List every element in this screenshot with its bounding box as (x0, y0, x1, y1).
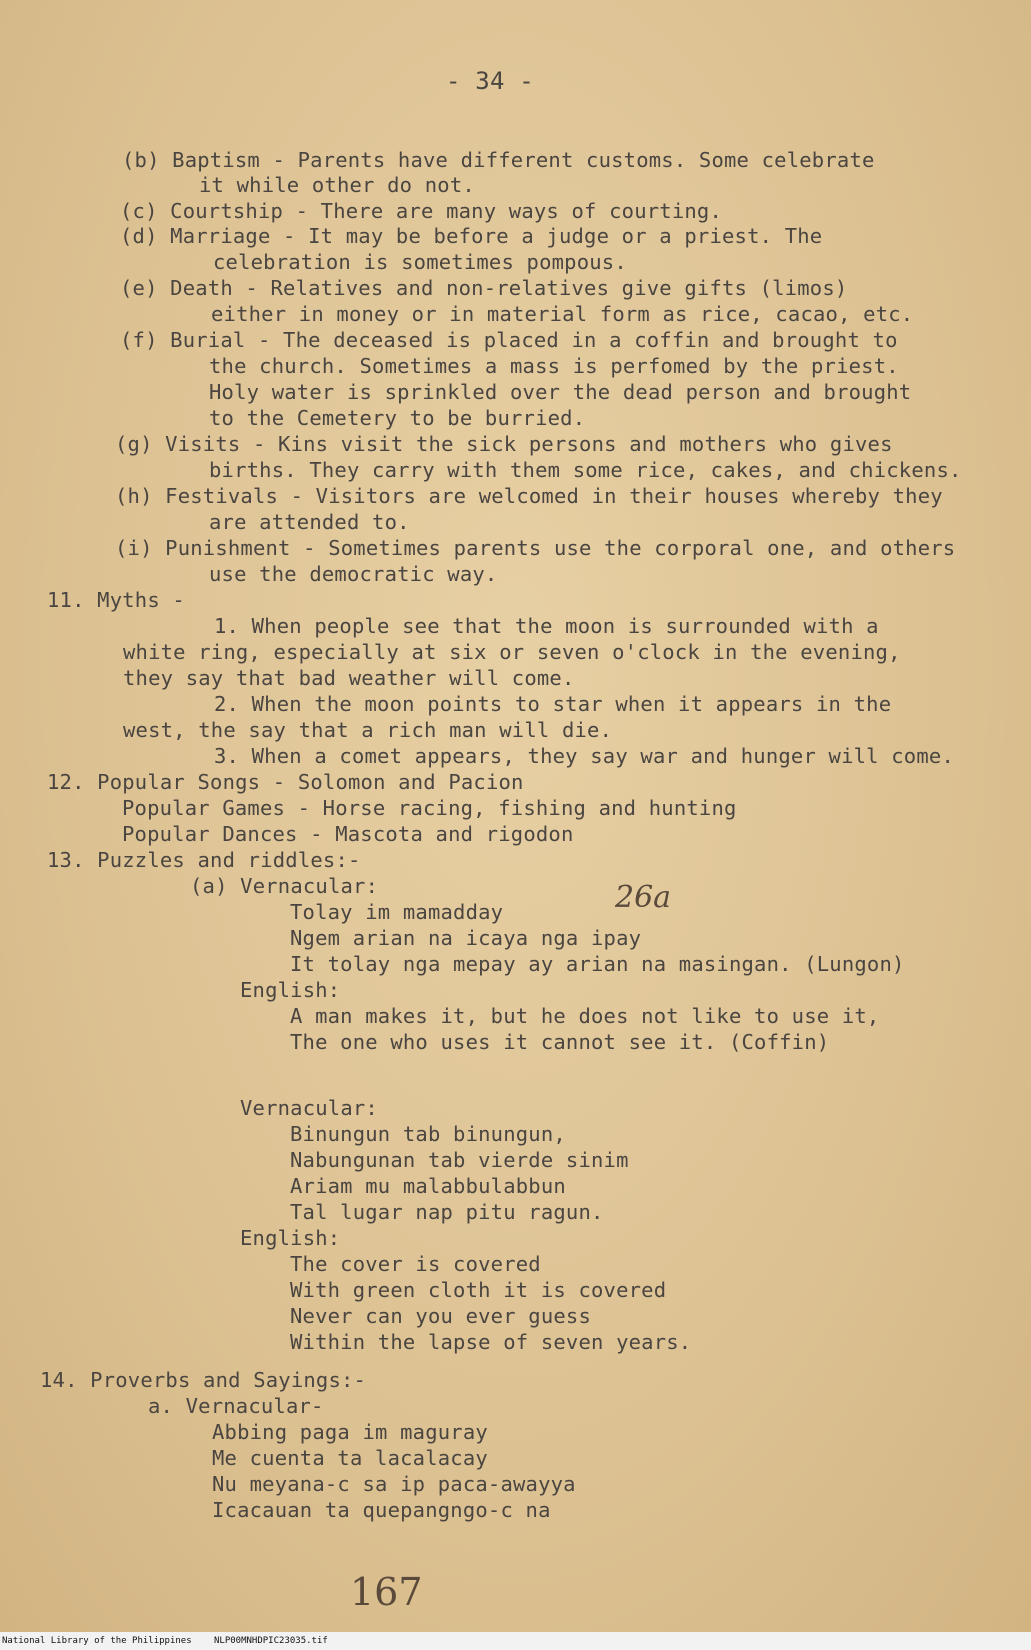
text-line: The cover is covered (290, 1252, 541, 1276)
text-line: are attended to. (209, 510, 410, 534)
text-line: it while other do not. (199, 173, 475, 197)
section-heading: 14. Proverbs and Sayings:- (40, 1368, 367, 1392)
footer-filename: NLP00MNHDPIC23035.tif (214, 1636, 328, 1646)
text-line: Abbing paga im maguray (212, 1420, 488, 1444)
handwritten-page-number: 167 (350, 1570, 423, 1614)
section-heading: 11. Myths - (47, 588, 185, 612)
text-line: Ngem arian na icaya nga ipay (290, 926, 642, 950)
text-line: With green cloth it is covered (290, 1278, 667, 1302)
text-line: 2. When the moon points to star when it appears in the (214, 692, 892, 716)
text-line: (a) Vernacular: (190, 874, 379, 898)
text-line: (c) Courtship - There are many ways of courting. (120, 199, 723, 223)
text-line: west, the say that a rich man will die. (123, 718, 613, 742)
section-heading: 12. Popular Songs - Solomon and Pacion (47, 770, 524, 794)
page-number: - 34 - (446, 67, 534, 95)
text-line: The one who uses it cannot see it. (Coffin) (290, 1030, 830, 1054)
text-line: they say that bad weather will come. (123, 666, 575, 690)
text-line: (e) Death - Relatives and non-relatives give gifts (limos) (120, 276, 848, 300)
handwritten-annotation: 26a (615, 880, 672, 915)
text-line: white ring, especially at six or seven o'clock in the evening, (123, 640, 901, 664)
text-line: to the Cemetery to be burried. (209, 406, 586, 430)
text-line: (d) Marriage - It may be before a judge or a priest. The (120, 224, 823, 248)
text-line: Nu meyana-c sa ip paca-awayya (212, 1472, 576, 1496)
text-line: 1. When people see that the moon is surrounded with a (214, 614, 879, 638)
text-line: (i) Punishment - Sometimes parents use the corporal one, and others (115, 536, 956, 560)
text-line: (g) Visits - Kins visit the sick persons and mothers who gives (115, 432, 893, 456)
text-line: Never can you ever guess (290, 1304, 592, 1328)
text-line: Tal lugar nap pitu ragun. (290, 1200, 604, 1224)
text-line: Popular Games - Horse racing, fishing and hunting (122, 796, 737, 820)
text-line: Ariam mu malabbulabbun (290, 1174, 566, 1198)
text-line: Vernacular: (240, 1096, 378, 1120)
text-line: Popular Dances - Mascota and rigodon (122, 822, 574, 846)
text-line: A man makes it, but he does not like to use it, (290, 1004, 880, 1028)
text-line: celebration is sometimes pompous. (213, 250, 627, 274)
text-line: (b) Baptism - Parents have different customs. Some celebrate (122, 148, 875, 172)
text-line: (f) Burial - The deceased is placed in a coffin and brought to (120, 328, 898, 352)
text-line: a. Vernacular- (148, 1394, 324, 1418)
text-line: English: (240, 1226, 341, 1250)
footer-source: National Library of the Philippines (2, 1636, 192, 1646)
text-line: Within the lapse of seven years. (290, 1330, 692, 1354)
text-line: Nabungunan tab vierde sinim (290, 1148, 629, 1172)
text-line: use the democratic way. (209, 562, 498, 586)
text-line: Tolay im mamadday (290, 900, 504, 924)
text-line: (h) Festivals - Visitors are welcomed in their houses whereby they (115, 484, 943, 508)
text-line: the church. Sometimes a mass is perfomed by the priest. (209, 354, 899, 378)
text-line: births. They carry with them some rice, cakes, and chickens. (209, 458, 962, 482)
footer-bar (0, 1632, 1031, 1650)
text-line: Holy water is sprinkled over the dead person and brought (209, 380, 912, 404)
text-line: either in money or in material form as rice, cacao, etc. (211, 302, 914, 326)
text-line: It tolay nga mepay ay arian na masingan. (Lungon) (290, 952, 905, 976)
text-line: Me cuenta ta lacalacay (212, 1446, 488, 1470)
section-heading: 13. Puzzles and riddles:- (47, 848, 361, 872)
text-line: 3. When a comet appears, they say war and hunger will come. (214, 744, 954, 768)
text-line: English: (240, 978, 341, 1002)
text-line: Icacauan ta quepangngo-c na (212, 1498, 551, 1522)
text-line: Binungun tab binungun, (290, 1122, 566, 1146)
